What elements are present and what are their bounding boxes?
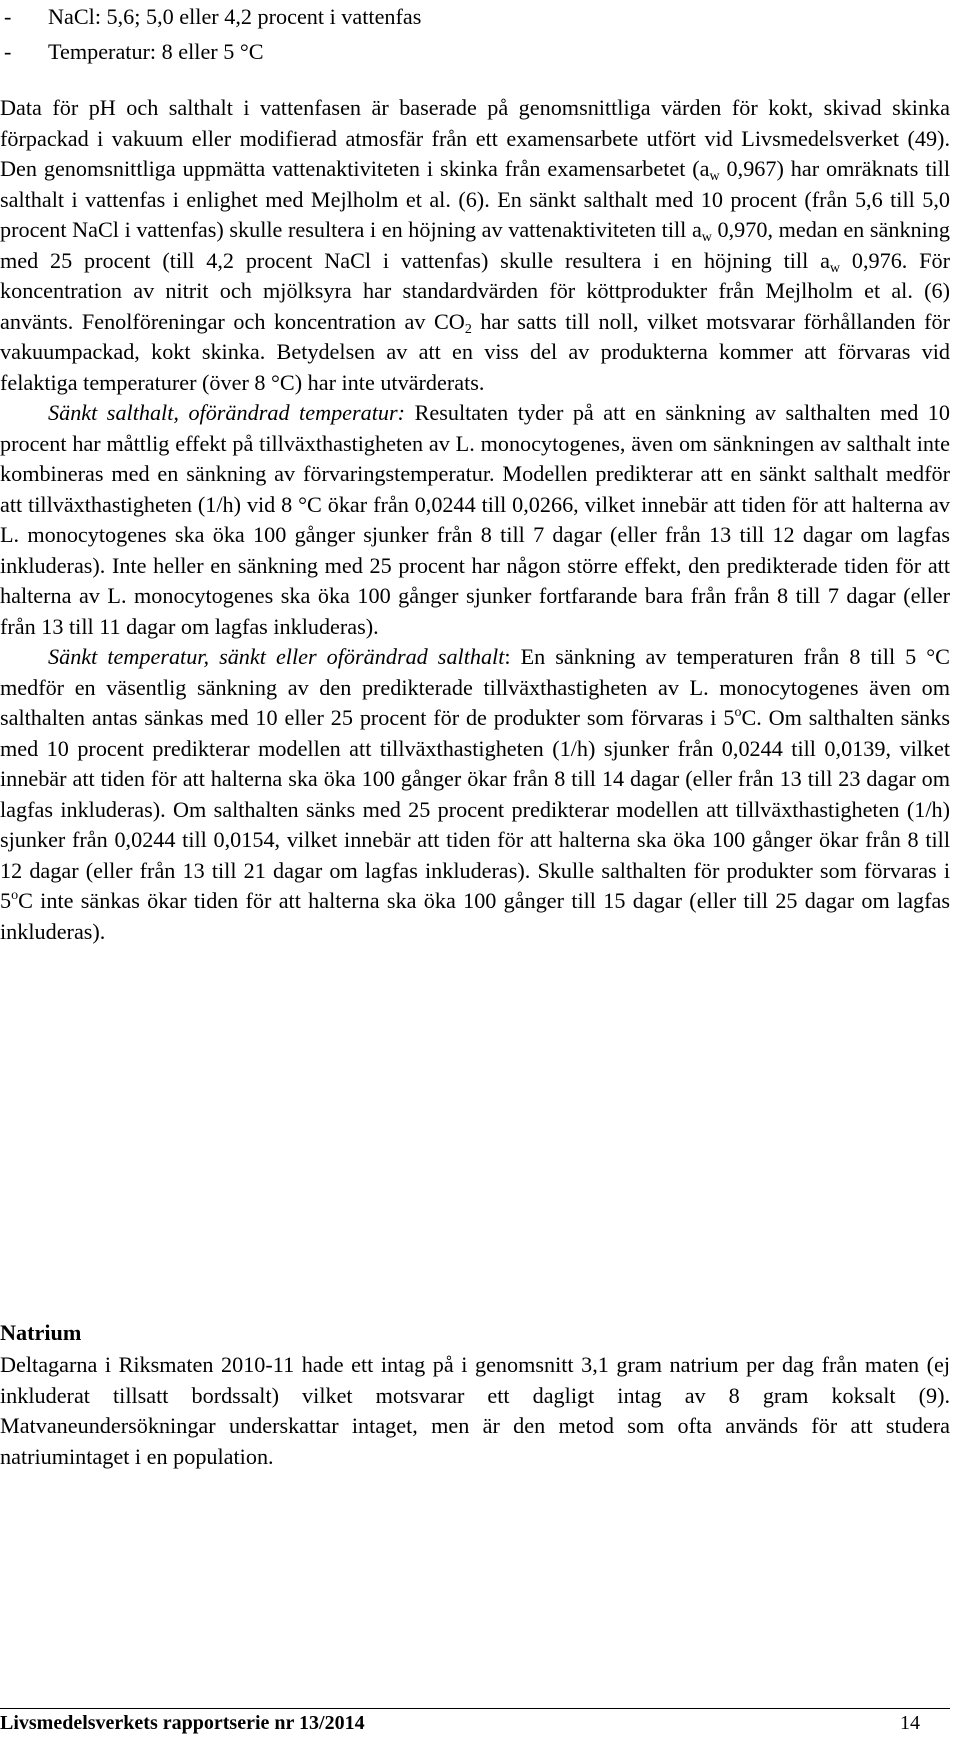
footer-series: Livsmedelsverkets rapportserie nr 13/2014 [0, 1712, 365, 1734]
list-item-text: NaCl: 5,6; 5,0 eller 4,2 procent i vattenfas [48, 4, 422, 29]
superscript: o [734, 705, 742, 720]
paragraph-reduced-temperature [0, 642, 950, 947]
list-dash: - [4, 38, 12, 64]
parameter-list [0, 0, 950, 69]
list-dash: - [4, 4, 12, 29]
paragraph-natrium: Deltagarna i Riksmaten 2010-11 hade ett intag på i genomsnitt 3,1 gram natrium per dag från maten (ej inkluderat tillsatt bordssalt) vilket motsvarar ett dagligt intag av 8 gram koksalt (9). Matvaneundersökningar underskattar intaget, men är den metod som ofta används för att studera natriumintaget i en population. [0, 1352, 950, 1469]
subscript: w [829, 260, 841, 276]
text-run: Data för pH och salthalt i vattenfasen är baserade på genomsnittliga värden för kokt, skivad skinka förpackad i vakuum eller modifierad atmosfär från ett examensarbete utfört vid Livsmedelsverket (49). Den genomsnittliga uppmätta vattenaktiviteten i skinka från examensarbetet (a [0, 95, 950, 181]
paragraph-lead: Sänkt temperatur, sänkt eller oförändrad salthalt [48, 644, 505, 669]
list-item [0, 35, 950, 70]
paragraph-reduced-salt [0, 398, 950, 642]
text-run: C. Om salthalten sänks med 10 procent predikterar modellen att tillväxthastigheten (1/h) sjunker från 0,0244 till 0,0139, vilket innebär att tiden för att halterna ska öka 100 gånger ökar från 8 till 14 dagar (eller från 13 till 23 dagar om lagfas inkluderas). Om salthalten sänks med 25 procent predikterar modellen att tillväxthastigheten (1/h) sjunker från 0,0244 till 0,0154, vilket innebär att tiden för att halterna ska öka 100 gånger ökar från 8 till 12 dagar (eller från 13 till 21 dagar om lagfas inkluderas). Skulle salthalten för produkter som förvaras i 5 [0, 705, 950, 913]
section-heading: Natrium [0, 1320, 82, 1345]
subscript: 2 [464, 321, 472, 337]
text-run: 0,970, medan en sänkning med 25 procent (till 4,2 procent NaCl i vattenfas) skulle resultera i en höjning till a [0, 217, 950, 273]
paragraph-data-basis [0, 93, 950, 398]
text-run: : En sänkning av temperaturen från 8 till 5 °C medför en väsentlig sänkning av den predikterade tillväxthastigheten av L. monocytogenes även om salthalten antas sänkas med 10 eller 25 procent för de produkter som förvaras i 5 [0, 644, 950, 730]
text-run: C inte sänkas ökar tiden för att halterna ska öka 100 gånger till 15 dagar (eller till 25 dagar om lagfas inkluderas). [0, 888, 950, 944]
list-item [0, 0, 950, 35]
text-run: Resultaten tyder på att en sänkning av salthalten med 10 procent har måttlig effekt på tillväxthastigheten av L. monocytogenes, även om sänkningen av salthalt inte kombineras med en sänkning av förvaringstemperatur. Modellen predikterar att en sänkt salthalt medför att tillväxthastigheten (1/h) vid 8 °C ökar från 0,0244 till 0,0266, vilket innebär att tiden för att halterna av L. monocytogenes ska öka 100 gånger sjunker från 8 till 7 dagar (eller från 13 till 12 dagar om lagfas inkluderas). Inte heller en sänkning med 25 procent har någon större effekt, den predikterade tiden för att halterna av L. monocytogenes ska öka 100 gånger sjunker fortfarande bara från från 8 till 7 dagar (eller från 13 till 11 dagar om lagfas inkluderas). [0, 400, 950, 639]
body-text [0, 93, 950, 947]
text-run: har satts till noll, vilket motsvarar förhållanden för vakuumpackad, kokt skinka. Betydelsen av att en viss del av produkterna kommer att förvaras vid felaktiga temperaturer (över 8 °C) har inte utvärderats. [0, 308, 950, 395]
subscript: w [701, 230, 712, 245]
superscript: o [11, 888, 19, 903]
footer-divider [0, 1708, 950, 1709]
page-number: 14 [900, 1712, 920, 1734]
paragraph-lead: Sänkt salthalt, oförändrad temperatur: [48, 400, 406, 425]
text-run: 0,976. För koncentration av nitrit och mjölksyra har standardvärden för köttprodukter från Mejlholm et al. (6) använts. Fenolföreningar och koncentration av CO [0, 247, 950, 334]
list-item-text: Temperatur: 8 eller 5 °C [48, 38, 264, 64]
text-run: 0,967) har omräknats till salthalt i vattenfas i enlighet med Mejlholm et al. (6). En sänkt salthalt med 10 procent (från 5,6 till 5,0 procent NaCl i vattenfas) skulle resultera i en höjning av vattenaktiviteten till a [0, 156, 950, 242]
subscript: w [709, 169, 720, 184]
